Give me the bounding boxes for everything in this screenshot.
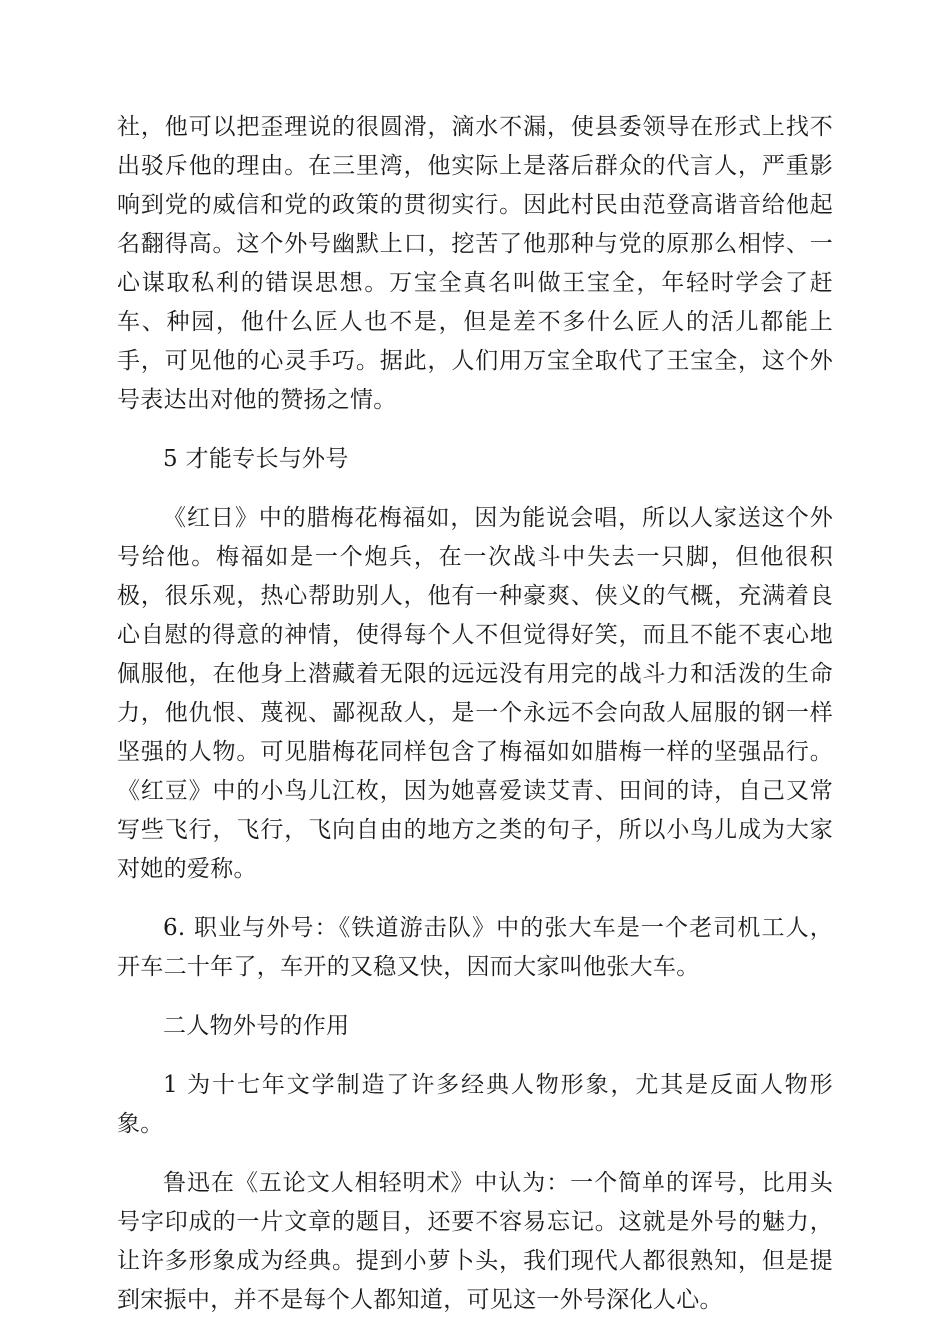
section-heading-talent: 5 才能专长与外号 xyxy=(163,446,349,472)
subsection-heading-classic: 1 为十七年文学制造了许多经典人物形象，尤其是反面人物形象。 xyxy=(117,1072,833,1137)
section-heading-function: 二人物外号的作用 xyxy=(163,1013,350,1039)
section-heading-occupation: 6. 职业与外号：《铁道游击队》中的张大车是一个老司机工人，开车二十年了，车开的又稳又快，因而大家叫他张大车。 xyxy=(117,915,833,980)
paragraph-lu-xun: 鲁迅在《五论文人相轻明术》中认为：一个简单的诨号，比用头号字印成的一片文章的题目，还要不容易忘记。这就是外号的魅力，让许多形象成为经典。提到小萝卜头，我们现代人都很熟知，但是提到宋振中，并不是每个人都知道，可见这一外号深化人心。 xyxy=(117,1170,833,1313)
paragraph-continued: 社，他可以把歪理说的很圆滑，滴水不漏，使县委领导在形式上找不出驳斥他的理由。在三里湾，他实际上是落后群众的代言人，严重影响到党的威信和党的政策的贯彻实行。因此村民由范登高谐音给他起名翻得高。这个外号幽默上口，挖苦了他那种与党的原那么相悖、一心谋取私利的错误思想。万宝全真名叫做王宝全，年轻时学会了赶车、种园，他什么匠人也不是，但是差不多什么匠人的活儿都能上手，可见他的心灵手巧。据此，人们用万宝全取代了王宝全，这个外号表达出对他的赞扬之情。 xyxy=(117,114,833,413)
paragraph-red-sun: 《红日》中的腊梅花梅福如，因为能说会唱，所以人家送这个外号给他。梅福如是一个炮兵，在一次战斗中失去一只脚，但他很积极，很乐观，热心帮助别人，他有一种豪爽、侠义的气概，充满着良心自慰的得意的神情，使得每个人不但觉得好笑，而且不能不衷心地佩服他，在他身上潜藏着无限的远远没有用完的战斗力和活泼的生命力，他仇恨、蔑视、鄙视敌人，是一个永远不会向敌人屈服的钢一样坚强的人物。可见腊梅花同样包含了梅福如如腊梅一样的坚强品行。《红豆》中的小鸟儿江枚，因为她喜爱读艾青、田间的诗，自己又常写些飞行，飞行，飞向自由的地方之类的句子，所以小鸟儿成为大家对她的爱称。 xyxy=(117,505,833,882)
document-body xyxy=(117,108,833,1340)
